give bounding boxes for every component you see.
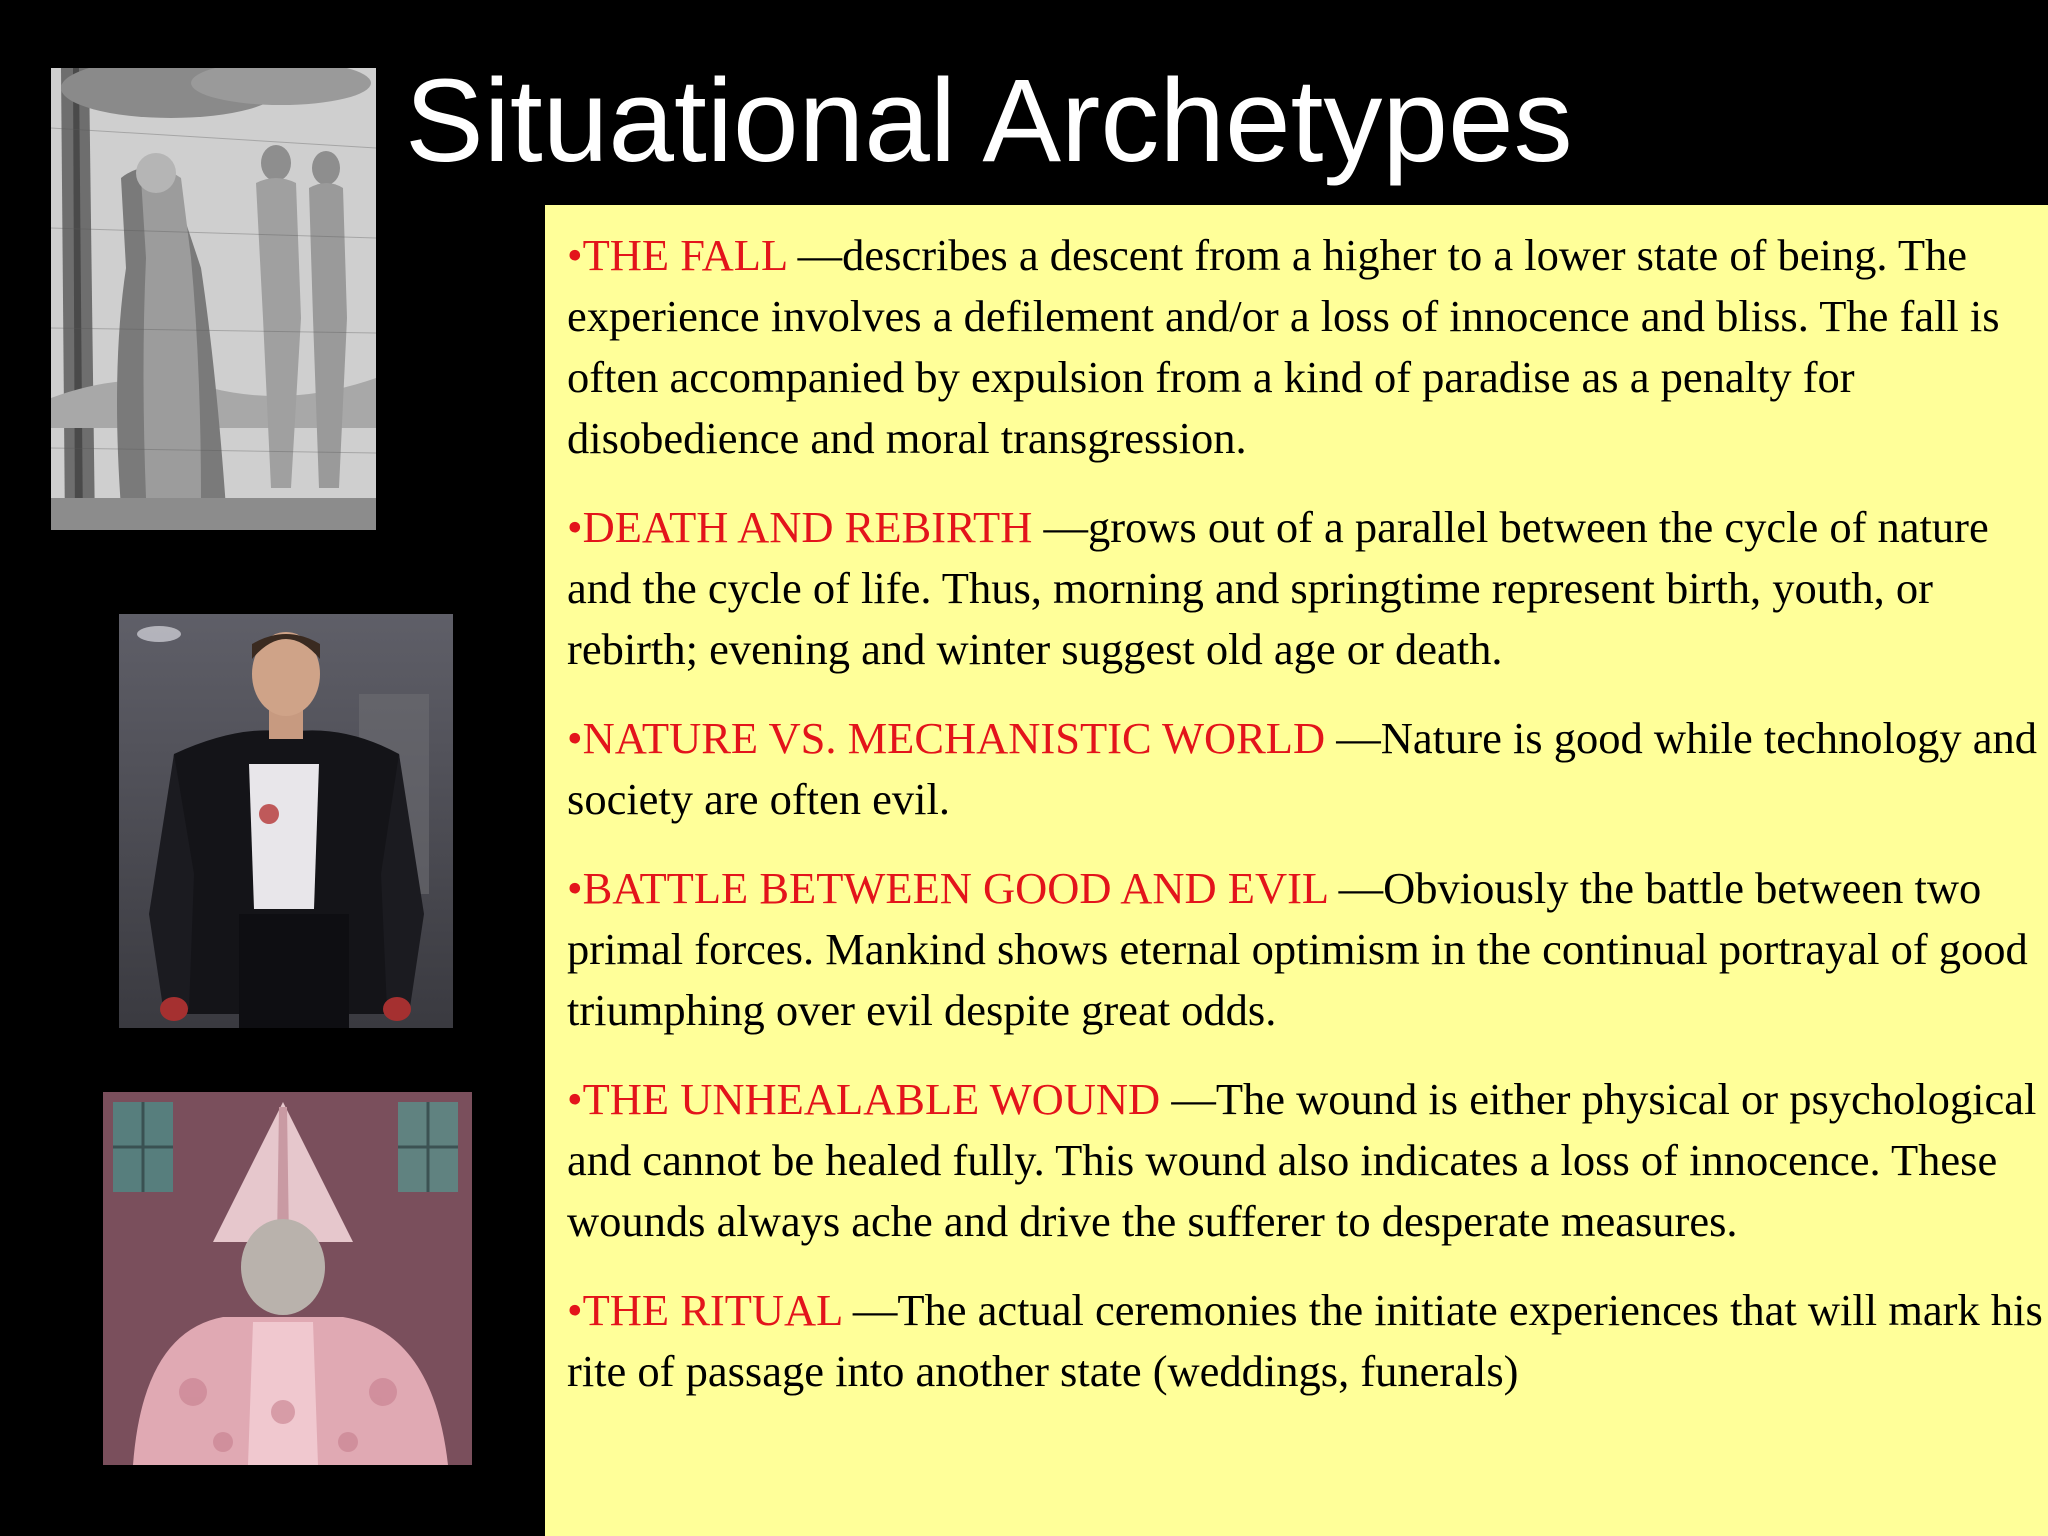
bishop-in-mitre-icon (103, 1092, 472, 1465)
archetype-term: DEATH AND REBIRTH (582, 502, 1033, 552)
engraving-figures-under-tree-icon (51, 68, 376, 530)
archetypes-panel (545, 205, 2048, 1536)
archetype-bullet: • (567, 713, 583, 763)
archetype-description: —The actual ceremonies the initiate experiences that will mark his rite of passage into another state (weddings, funerals) (567, 1285, 2043, 1396)
archetype-description: —grows out of a parallel between the cycle of nature and the cycle of life. Thus, morning and springtime represent birth, youth, or rebirth; evening and winter suggest old age or death. (567, 502, 1989, 674)
archetype-description: —Obviously the battle between two primal forces. Mankind shows eternal optimism in the continual portrayal of good triumphing over evil despite great odds. (567, 863, 2028, 1035)
archetype-bullet: • (567, 502, 583, 552)
archetype-term: THE UNHEALABLE WOUND (582, 1074, 1161, 1124)
archetype-item-death-and-rebirth (567, 497, 2048, 680)
man-leather-jacket-image (119, 614, 453, 1028)
archetype-term: THE RITUAL (582, 1285, 842, 1335)
archetype-item-battle-between-good-and-evil (567, 858, 2048, 1041)
archetype-item-nature-vs-mechanistic-world (567, 708, 2048, 830)
man-in-leather-jacket-icon (119, 614, 453, 1028)
archetype-bullet: • (567, 863, 583, 913)
archetype-bullet: • (567, 1285, 583, 1335)
archetype-bullet: • (567, 230, 583, 280)
archetype-item-the-fall (567, 225, 2048, 469)
archetype-term: BATTLE BETWEEN GOOD AND EVIL (582, 863, 1328, 913)
engraving-fall-image (51, 68, 376, 530)
archetype-term: THE FALL (582, 230, 787, 280)
archetype-bullet: • (567, 1074, 583, 1124)
archetype-description: —describes a descent from a higher to a lower state of being. The experience involves a defilement and/or a loss of innocence and bliss. The fall is often accompanied by expulsion from a kind of paradise as a penalty for disobedience and moral transgression. (567, 230, 2000, 463)
archetype-description: —The wound is either physical or psychological and cannot be healed fully. This wound also indicates a loss of innocence. These wounds always ache and drive the sufferer to desperate measures. (567, 1074, 2037, 1246)
archetype-item-the-ritual (567, 1280, 2048, 1402)
bishop-portrait-image (103, 1092, 472, 1465)
archetype-term: NATURE VS. MECHANISTIC WORLD (582, 713, 1326, 763)
archetype-description: —Nature is good while technology and society are often evil. (567, 713, 2037, 824)
slide-title: Situational Archetypes (405, 55, 1573, 187)
archetype-item-the-unhealable-wound (567, 1069, 2048, 1252)
